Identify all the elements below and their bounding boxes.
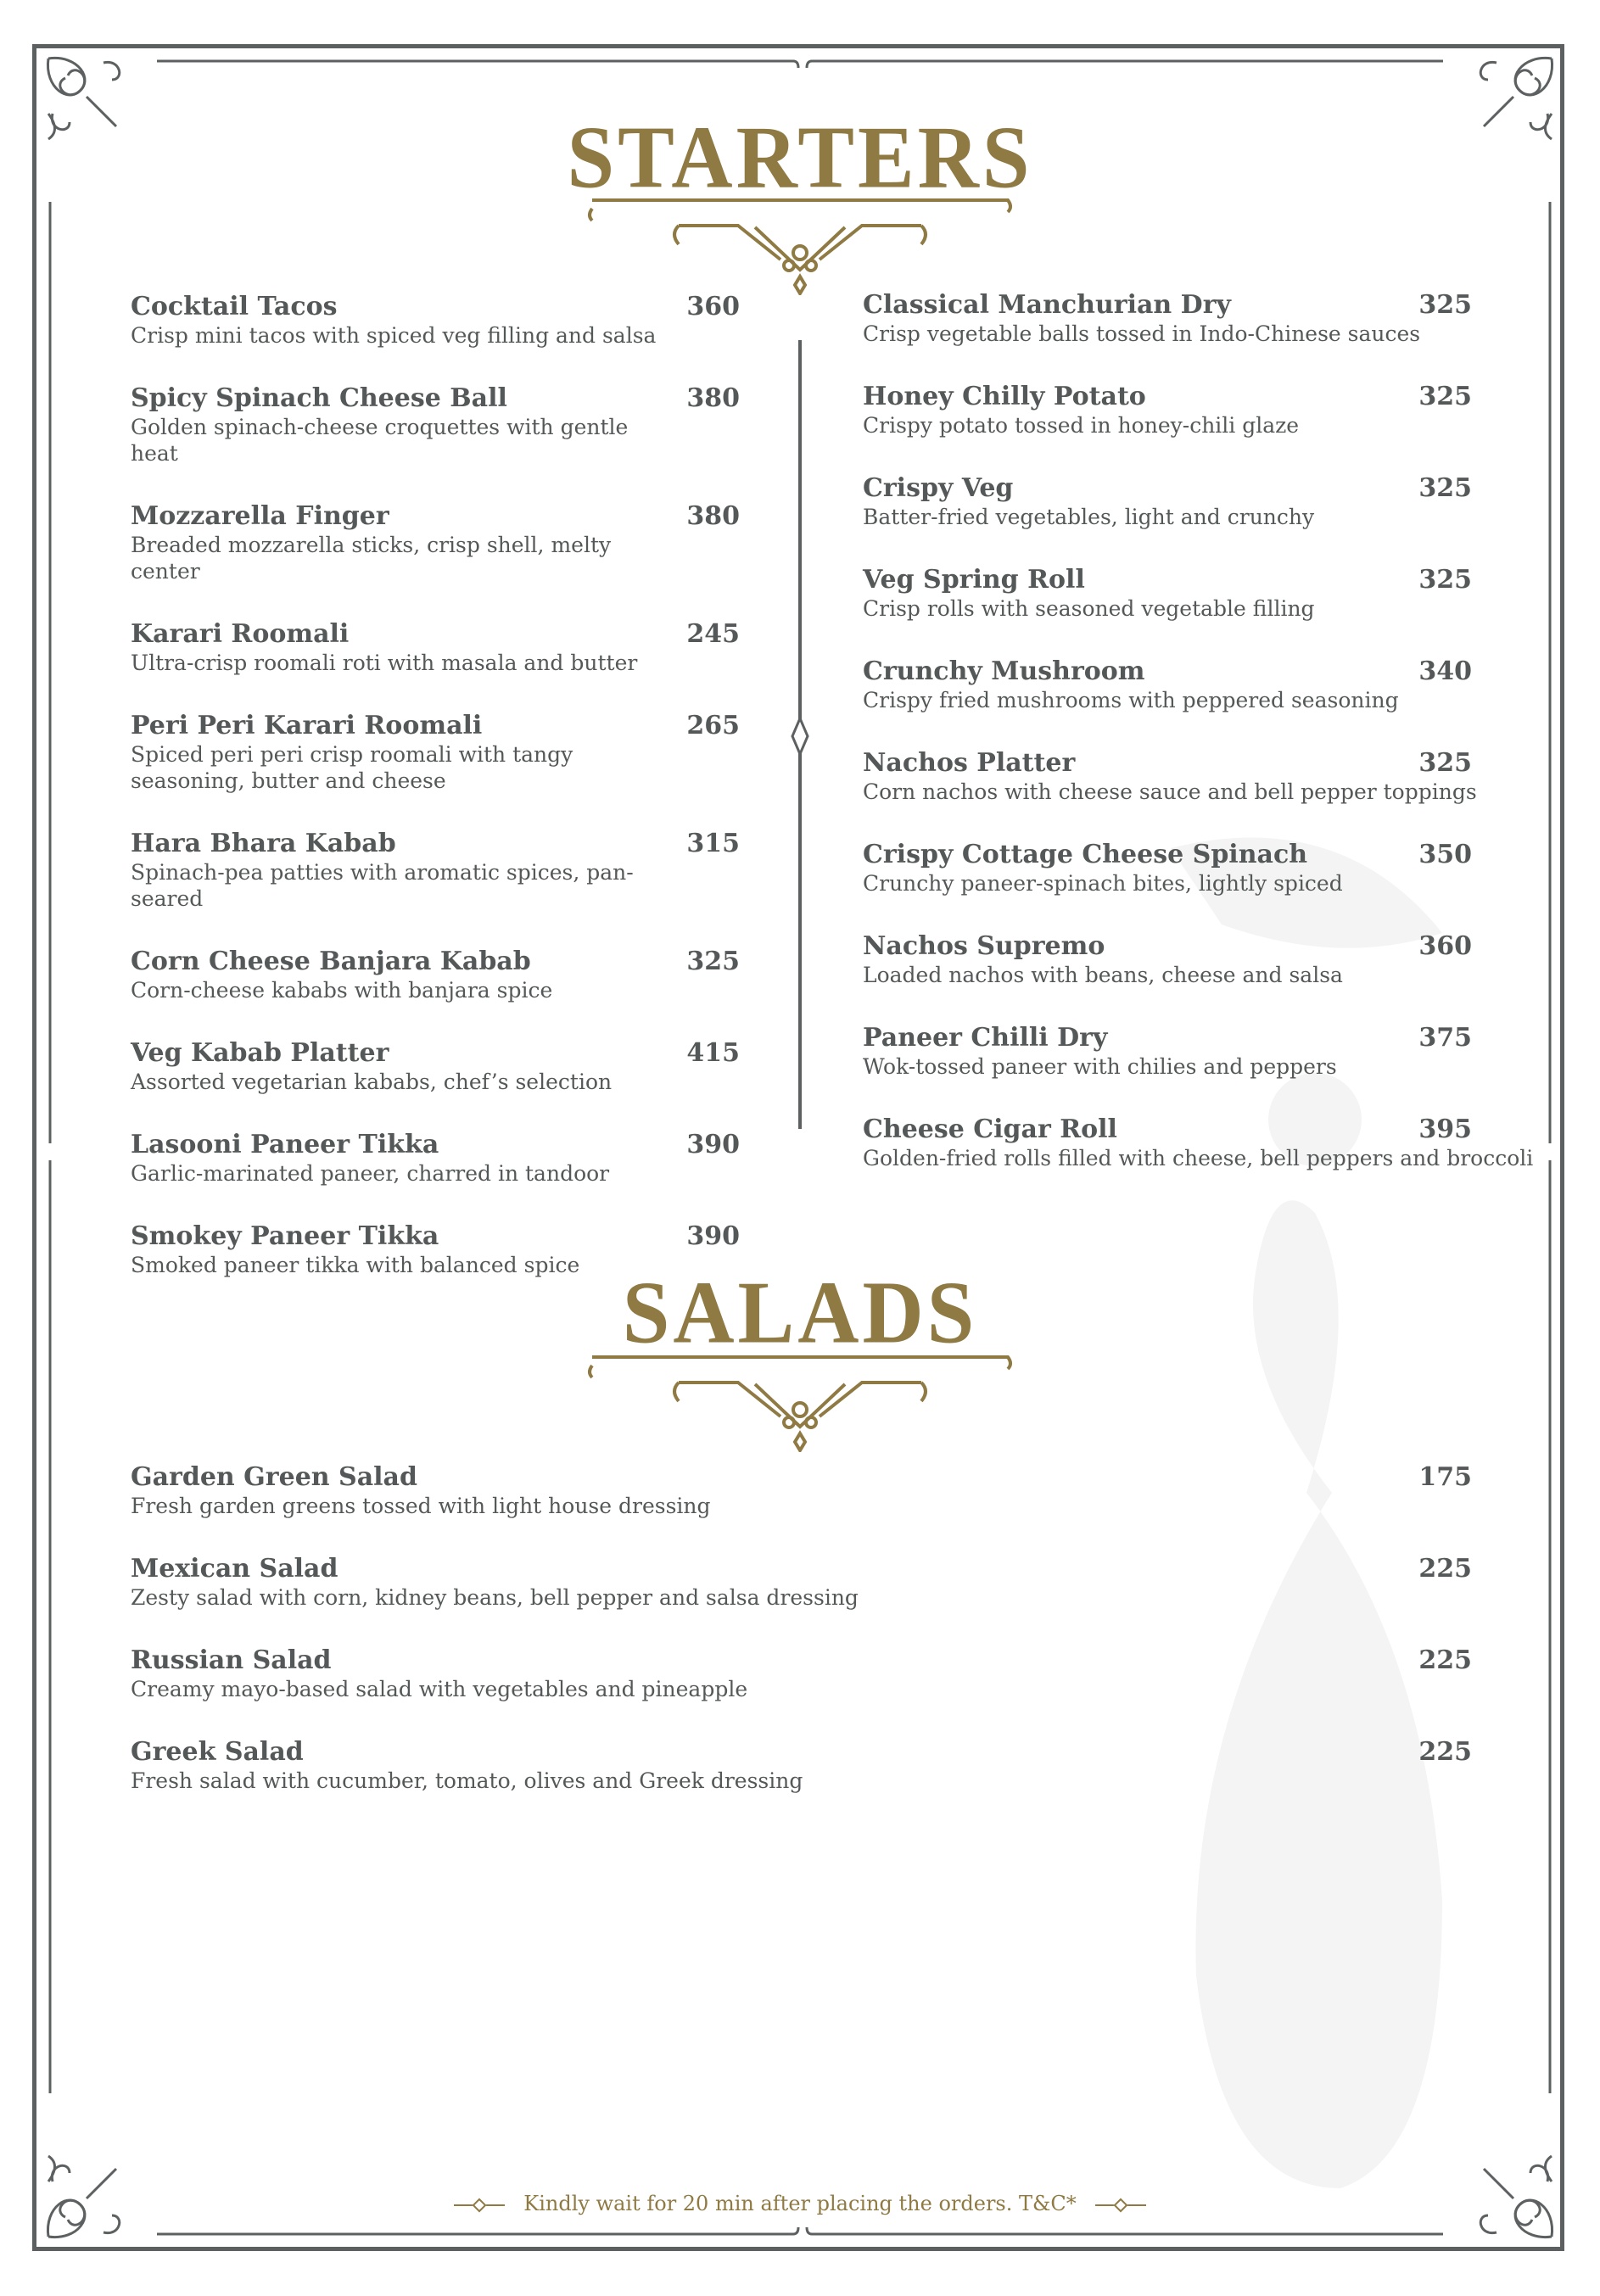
item-price: 360 [1418,931,1472,961]
item-name: Greek Salad [131,1737,304,1767]
menu-item [863,748,1477,805]
item-name: Corn Cheese Banjara Kabab [131,947,531,976]
item-price: 390 [686,1130,740,1159]
item-price: 325 [1418,565,1472,595]
item-description: Creamy mayo-based salad with vegetables and pineapple [131,1677,748,1701]
item-description: Spiced peri peri crisp roomali with tangy seasoning, butter and cheese [131,742,573,793]
item-name: Cheese Cigar Roll [863,1114,1117,1144]
item-price: 340 [1418,656,1472,686]
item-price: 415 [686,1038,740,1068]
item-price: 325 [1418,290,1472,320]
menu-item [131,1038,740,1095]
salads-heading: SALADS [622,1263,978,1362]
item-name: Veg Spring Roll [863,565,1085,595]
menu-item [131,947,740,1003]
item-name: Paneer Chilli Dry [863,1023,1108,1053]
menu-item [131,1462,1472,1519]
item-name: Crunchy Mushroom [863,656,1145,686]
menu-item [131,1554,1472,1611]
menu-item [131,1645,1472,1702]
item-description: Crisp vegetable balls tossed in Indo-Chinese sauces [863,321,1421,346]
item-name: Honey Chilly Potato [863,382,1146,411]
menu-item [863,565,1472,622]
divider-diamond-icon [791,717,809,756]
item-name: Mozzarella Finger [131,501,389,531]
menu-item [131,1130,740,1187]
item-description: Zesty salad with corn, kidney beans, bell pepper and salsa dressing [131,1585,859,1610]
menu-item [863,1023,1472,1080]
menu-item [863,656,1472,713]
item-price: 265 [686,711,740,740]
item-price: 360 [686,292,740,321]
item-price: 395 [1418,1114,1472,1144]
item-description: Crunchy paneer-spinach bites, lightly spiced [863,871,1343,896]
item-price: 390 [686,1221,740,1251]
item-price: 375 [1418,1023,1472,1053]
menu-item [131,383,740,466]
item-description: Assorted vegetarian kababs, chef’s selection [131,1070,613,1094]
item-name: Peri Peri Karari Roomali [131,711,483,740]
item-name: Karari Roomali [131,619,350,649]
item-description: Crispy fried mushrooms with peppered seasoning [863,688,1399,712]
item-price: 325 [1418,473,1472,503]
item-description: Spinach-pea patties with aromatic spices, pan-seared [131,860,634,911]
item-price: 225 [1418,1645,1472,1675]
footer-note [0,2192,1600,2215]
menu-item [131,619,740,676]
item-description: Breaded mozzarella sticks, crisp shell, melty center [131,533,612,584]
menu-item [131,292,740,349]
item-description: Crisp mini tacos with spiced veg filling and salsa [131,323,657,348]
item-name: Spicy Spinach Cheese Ball [131,383,507,413]
menu-item [863,840,1472,897]
item-description: Fresh garden greens tossed with light house dressing [131,1494,711,1518]
menu-item [863,382,1472,439]
item-price: 175 [1418,1462,1472,1492]
item-name: Mexican Salad [131,1554,338,1584]
item-description: Ultra-crisp roomali roti with masala and butter [131,651,638,675]
item-price: 325 [1418,382,1472,411]
menu-item [863,931,1472,988]
menu-item [863,290,1472,347]
item-name: Lasooni Paneer Tikka [131,1130,439,1159]
menu-item [131,501,740,584]
item-name: Veg Kabab Platter [131,1038,389,1068]
item-price: 325 [1418,748,1472,778]
item-name: Crispy Veg [863,473,1014,503]
item-description: Crisp rolls with seasoned vegetable filling [863,596,1315,621]
item-description: Loaded nachos with beans, cheese and salsa [863,963,1343,987]
footer-ornament-right [1095,2204,1146,2206]
menu-item [131,711,740,794]
item-description: Crispy potato tossed in honey-chili glaze [863,413,1300,438]
item-price: 315 [686,829,740,858]
item-description: Wok-tossed paneer with chilies and peppers [863,1054,1337,1079]
menu-item [863,473,1472,530]
item-name: Cocktail Tacos [131,292,338,321]
item-description: Fresh salad with cucumber, tomato, olives and Greek dressing [131,1768,803,1793]
salads-divider-ornament [585,1350,1015,1452]
item-price: 225 [1418,1737,1472,1767]
item-name: Classical Manchurian Dry [863,290,1231,320]
item-description: Golden-fried rolls filled with cheese, bell peppers and broccoli [863,1146,1534,1170]
item-description: Corn nachos with cheese sauce and bell pepper toppings [863,779,1477,804]
salads-list [131,1462,1472,1829]
item-price: 225 [1418,1554,1472,1584]
item-name: Nachos Supremo [863,931,1105,961]
starters-left-column [131,292,740,1313]
menu-item [863,1114,1534,1171]
item-name: Crispy Cottage Cheese Spinach [863,840,1308,869]
starters-heading: STARTERS [567,108,1033,207]
item-description: Batter-fried vegetables, light and crunchy [863,505,1315,529]
item-price: 325 [686,947,740,976]
item-price: 350 [1418,840,1472,869]
menu-item [131,1737,1472,1794]
item-name: Garden Green Salad [131,1462,417,1492]
item-name: Nachos Platter [863,748,1076,778]
item-price: 380 [686,501,740,531]
menu-item [131,829,740,912]
item-name: Smokey Paneer Tikka [131,1221,439,1251]
starters-divider-ornament [585,193,1015,295]
item-name: Hara Bhara Kabab [131,829,396,858]
footer-text: Kindly wait for 20 min after placing the orders. T&C* [523,2192,1077,2215]
item-price: 245 [686,619,740,649]
item-description: Smoked paneer tikka with balanced spice [131,1253,580,1277]
footer-ornament-left [454,2204,505,2206]
item-description: Golden spinach-cheese croquettes with gentle heat [131,415,629,466]
item-name: Russian Salad [131,1645,332,1675]
starters-right-column [863,290,1534,1206]
item-price: 380 [686,383,740,413]
item-description: Corn-cheese kababs with banjara spice [131,978,553,1003]
item-description: Garlic-marinated paneer, charred in tandoor [131,1161,610,1186]
